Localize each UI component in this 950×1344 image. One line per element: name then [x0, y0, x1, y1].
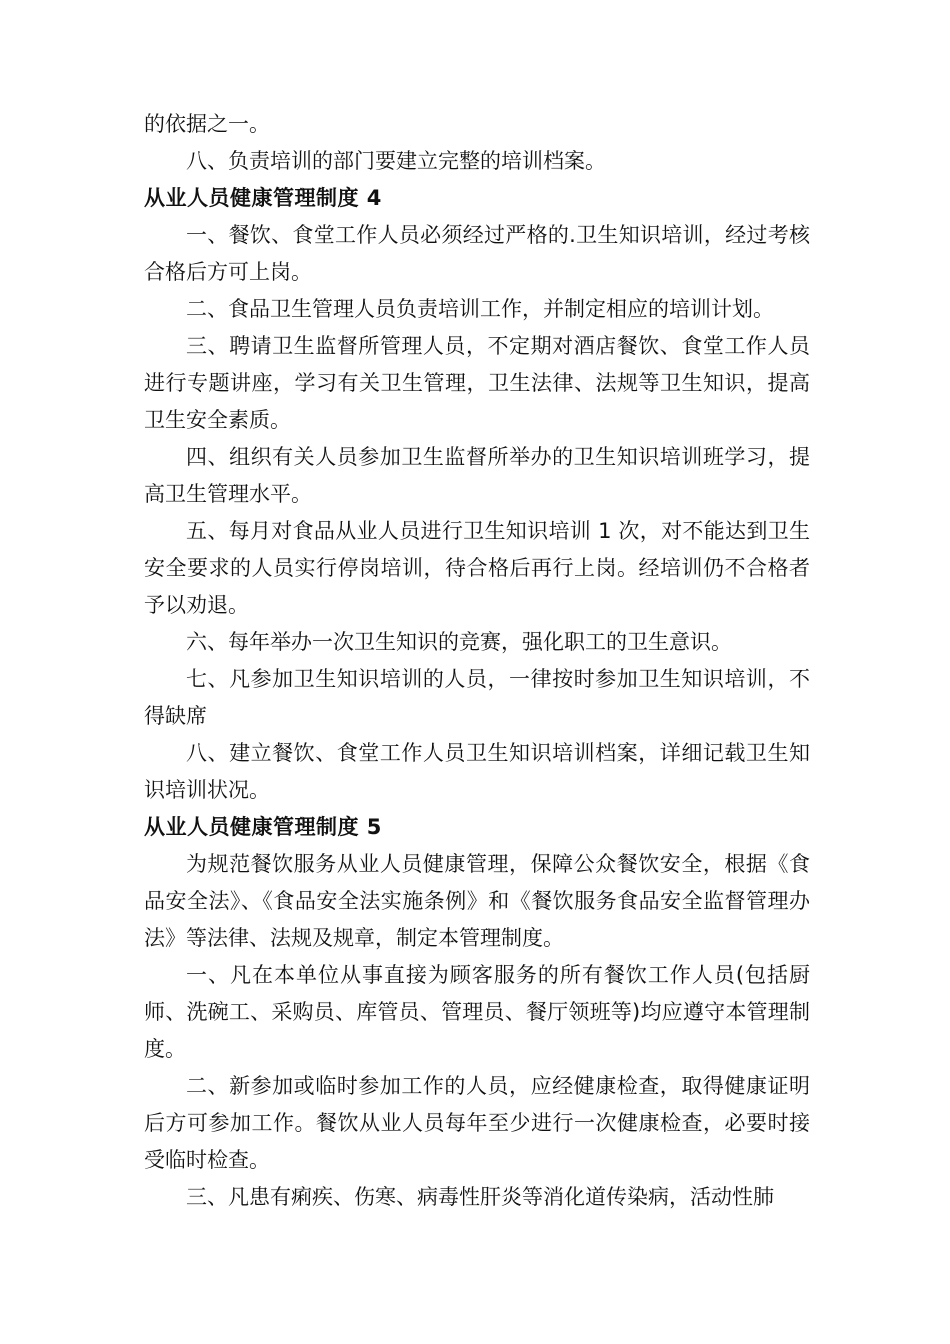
paragraph: 六、每年举办一次卫生知识的竞赛，强化职工的卫生意识。 — [186, 630, 732, 654]
paragraph: 八、建立餐饮、食堂工作人员卫生知识培训档案，详细记载卫生知识培训状况。 — [144, 741, 810, 802]
paragraph: 四、组织有关人员参加卫生监督所举办的卫生知识培训班学习，提高卫生管理水平。 — [144, 445, 810, 506]
paragraph: 七、凡参加卫生知识培训的人员，一律按时参加卫生知识培训，不得缺席 — [144, 667, 810, 728]
paragraph: 为规范餐饮服务从业人员健康管理，保障公众餐饮安全，根据《食品安全法》、《食品安全法实施条例》和《餐饮服务食品安全监督管理办法》等法律、法规及规章，制定本管理制度。 — [144, 852, 810, 950]
paragraph: 八、负责培训的部门要建立完整的培训档案。 — [186, 149, 606, 173]
section-heading-5: 从业人员健康管理制度 5 — [144, 815, 382, 839]
paragraph: 二、食品卫生管理人员负责培训工作，并制定相应的培训计划。 — [186, 297, 774, 321]
paragraph: 三、聘请卫生监督所管理人员，不定期对酒店餐饮、食堂工作人员进行专题讲座，学习有关卫生管理，卫生法律、法规等卫生知识，提高卫生安全素质。 — [144, 334, 810, 432]
paragraph: 三、凡患有痢疾、伤寒、病毒性肝炎等消化道传染病，活动性肺 — [186, 1185, 774, 1209]
paragraph: 一、凡在本单位从事直接为顾客服务的所有餐饮工作人员(包括厨师、洗碗工、采购员、库管员、管理员、餐厅领班等)均应遵守本管理制度。 — [144, 963, 810, 1061]
paragraph-continuation: 的依据之一。 — [144, 112, 270, 136]
document-page — [144, 106, 810, 1216]
section-heading-4: 从业人员健康管理制度 4 — [144, 186, 382, 210]
paragraph: 二、新参加或临时参加工作的人员，应经健康检查，取得健康证明后方可参加工作。餐饮从业人员每年至少进行一次健康检查，必要时接受临时检查。 — [144, 1074, 810, 1172]
paragraph: 一、餐饮、食堂工作人员必须经过严格的.卫生知识培训，经过考核合格后方可上岗。 — [144, 223, 810, 284]
paragraph: 五、每月对食品从业人员进行卫生知识培训 1 次，对不能达到卫生安全要求的人员实行停岗培训，待合格后再行上岗。经培训仍不合格者予以劝退。 — [144, 519, 810, 617]
